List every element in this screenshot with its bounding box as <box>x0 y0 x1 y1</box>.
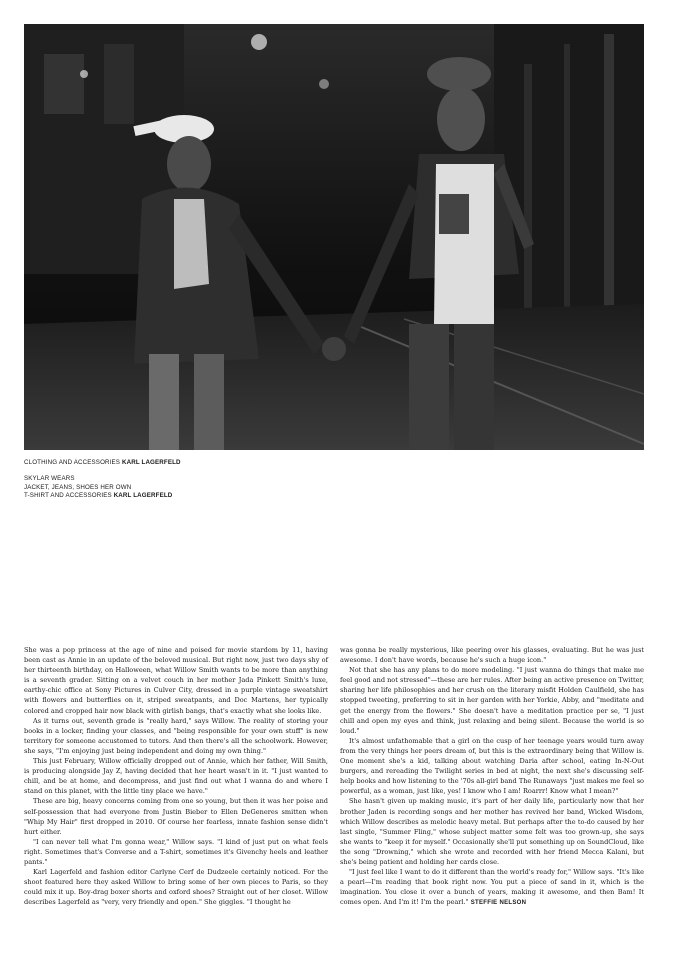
credit-label: CLOTHING AND ACCESSORIES <box>24 459 121 466</box>
paragraph: Karl Lagerfeld and fashion editor Carlyne Cerf de Dudzeele certainly noticed. For the shoot featured here they asked Willow to bring some of her own pieces to Paris, so they could mix it up. Boy-drag boxer shorts and oxford shoes? Straight out of her closet. Willow describes Lagerfeld as "very, very friendly and open." She giggles. "I thought he <box>24 868 328 907</box>
paragraph: was gonna be really mysterious, like peering over his glasses, evaluating. But he was just awesome. I don't have words, because he's such a huge icon." <box>340 646 644 665</box>
paragraph: This just February, Willow officially dropped out of Annie, which her father, Will Smith, is producing alongside Jay Z, having decided that her heart wasn't in it. "I just wanted to chill, and be at home, and decompress, and just find out what I wanna do and where I stand on this planet, with the little tiny place we have." <box>24 757 328 796</box>
paragraph: As it turns out, seventh grade is "really hard," says Willow. The reality of storing your books in a locker, finding your classes, and "being responsible for your own stuff" is new territory for someone accustomed to tutors. And then there's all the schoolwork. However, she says, "I'm enjoying just being independent and doing my own thing." <box>24 716 328 755</box>
paragraph: She was a pop princess at the age of nine and poised for movie stardom by 11, having been cast as Annie in an update of the beloved musical. But right now, just two days shy of her thirteenth birthday, on Halloween, what Willow Smith wants to be more than anything is a seventh grader. Sitting on a velvet couch in her mother Jada Pinkett Smith's luxe, earthy-chic office at Sony Pictures in Culver City, dressed in a purple vintage sweatshirt with flowers and butterflies on it, striped sweatpants, and Doc Martens, her typically colored and cropped hair now black with girlish bangs, that's exactly what she looks like. <box>24 646 328 715</box>
items2-line <box>24 492 324 500</box>
items2-name: KARL LAGERFELD <box>113 492 173 500</box>
paragraph: She hasn't given up making music, it's part of her daily life, particularly now that her brother Jaden is recording songs and her mother has revived her band, Wicked Wisdom, which Willow describes as melodic heavy metal. But perhaps after the to-do caused by her last single, "Summer Fling," whose subject matter some felt was too grown-up, she says she wants to "keep it for myself." Occasionally she'll put something up on SoundCloud, like the song "Drowning," which she wrote and recorded with her friend Mecca Kalani, but she's being patient and holding her cards close. <box>340 797 644 866</box>
credit-name: KARL LAGERFELD <box>121 459 181 466</box>
photo-illustration <box>24 24 644 450</box>
paragraph <box>340 867 644 908</box>
paragraph: These are big, heavy concerns coming from one so young, but then it was her poise and self-possession that had everyone from Justin Bieber to Ellen DeGeneres smitten when "Whip My Hair" first dropped in 2010. Of course her fearless, innate fashion sense didn't hurt either. <box>24 797 328 836</box>
editorial-photo <box>24 24 644 450</box>
wearer-line: SKYLAR WEARS <box>24 475 75 483</box>
final-paragraph-text: "I just feel like I want to do it different than the world's ready for," Willow says. "It's like a pearl—I'm reading that book right now. You put a piece of sand in it, which is the imagination. You close it over a bunch of years, making it awesome, and then Bam! It comes open. And I'm it! I'm the pearl." <box>340 868 644 907</box>
paragraph: Not that she has any plans to do more modeling. "I just wanna do things that make me feel good and not stressed"—these are her rules. After being an active presence on Twitter, sharing her life philosophies and her crush on the literary misfit Holden Caulfield, she has stopped tweeting, preferring to sit in her garden with her Yorkie, Abby, and "meditate and get the energy from the flowers." She doesn't have a meditation practice per se, "I just chill and open my eyes and think, just relaxing and being silent. Because the world is so loud." <box>340 666 644 735</box>
paragraph: It's almost unfathomable that a girl on the cusp of her teenage years would turn away from the very things her peers dream of, but this is the extraordinary being that Willow is. One moment she's a kid, talking about watching Daria after school, eating In-N-Out burgers, and rereading the Twilight series in bed at night, the next she's discussing self-help books and how listening to the '70s all-girl band The Runaways "just makes me feel so powerful, as a woman, just like, yes! I know who I am! Roarrr! Know what I mean?" <box>340 736 644 796</box>
items-line: JACKET, JEANS, SHOES HER OWN <box>24 483 132 491</box>
article-column-left <box>24 645 328 907</box>
paragraph: "I can never tell what I'm gonna wear," Willow says. "I kind of just put on what feels right. Sometimes that's Converse and a T-shirt, sometimes it's Givenchy heels and leather pants." <box>24 837 328 866</box>
items2-label: T-SHIRT AND ACCESSORIES <box>24 492 112 500</box>
article-column-right <box>340 645 644 908</box>
photo-credits <box>24 459 324 501</box>
byline: STEFFIE NELSON <box>470 900 527 907</box>
credit-line <box>24 459 324 467</box>
